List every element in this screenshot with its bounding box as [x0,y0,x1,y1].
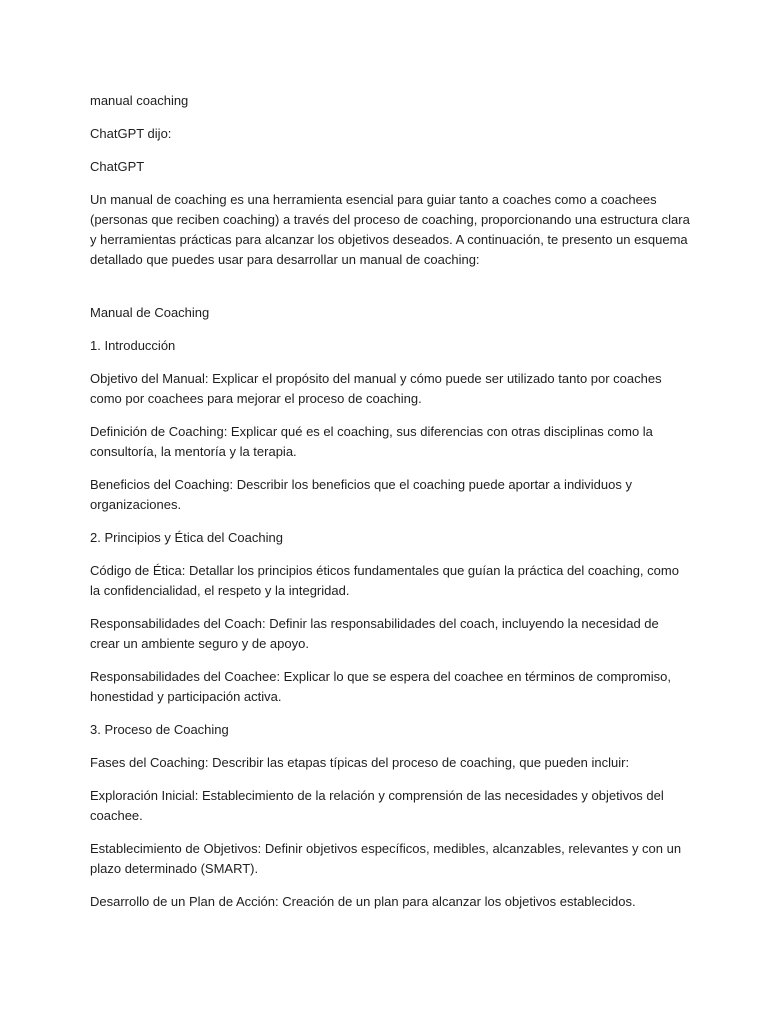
paragraph-plan-accion: Desarrollo de un Plan de Acción: Creación de un plan para alcanzar los objetivos establecidos. [90,894,636,909]
paragraph-responsabilidades-coachee: Responsabilidades del Coachee: Explicar lo que se espera del coachee en términos de compromiso, honestidad y participación activa. [90,669,672,704]
paragraph-codigo-etica: Código de Ética: Detallar los principios éticos fundamentales que guían la práctica del coaching, como la confidencialidad, el respeto y la integridad. [90,563,679,598]
paragraph-fases: Fases del Coaching: Describir las etapas típicas del proceso de coaching, que pueden incluir: [90,755,630,770]
paragraph-responsabilidades-coach: Responsabilidades del Coach: Definir las responsabilidades del coach, incluyendo la necesidad de crear un ambiente seguro y de apoyo. [90,616,659,651]
section-heading-principios: 2. Principios y Ética del Coaching [90,530,283,545]
section-heading-introduccion: 1. Introducción [90,338,176,353]
speaker-label: ChatGPT dijo: [90,126,172,141]
paragraph-establecimiento: Establecimiento de Objetivos: Definir objetivos específicos, medibles, alcanzables, relevantes y con un plazo determinado (SMART). [90,841,682,876]
paragraph-objetivo: Objetivo del Manual: Explicar el propósito del manual y cómo puede ser utilizado tanto por coaches como por coachees para mejorar el proceso de coaching. [90,371,662,406]
manual-heading: Manual de Coaching [90,305,210,320]
paragraph-definicion: Definición de Coaching: Explicar qué es el coaching, sus diferencias con otras disciplinas como la consultoría, la mentoría y la terapia. [90,424,653,459]
paragraph-exploracion: Exploración Inicial: Establecimiento de la relación y comprensión de las necesidades y objetivos del coachee. [90,788,664,823]
document-page [90,91,690,925]
paragraph-beneficios: Beneficios del Coaching: Describir los beneficios que el coaching puede aportar a individuos y organizaciones. [90,477,632,512]
document-title: manual coaching [90,93,189,108]
speaker-name: ChatGPT [90,159,145,174]
section-heading-proceso: 3. Proceso de Coaching [90,722,229,737]
intro-paragraph: Un manual de coaching es una herramienta esencial para guiar tanto a coaches como a coachees (personas que reciben coaching) a través del proceso de coaching, proporcionando una estructura clara y herramientas prácticas para alcanzar los objetivos deseados. A continuación, te presento un esquema detallado que puedes usar para desarrollar un manual de coaching: [90,192,690,267]
